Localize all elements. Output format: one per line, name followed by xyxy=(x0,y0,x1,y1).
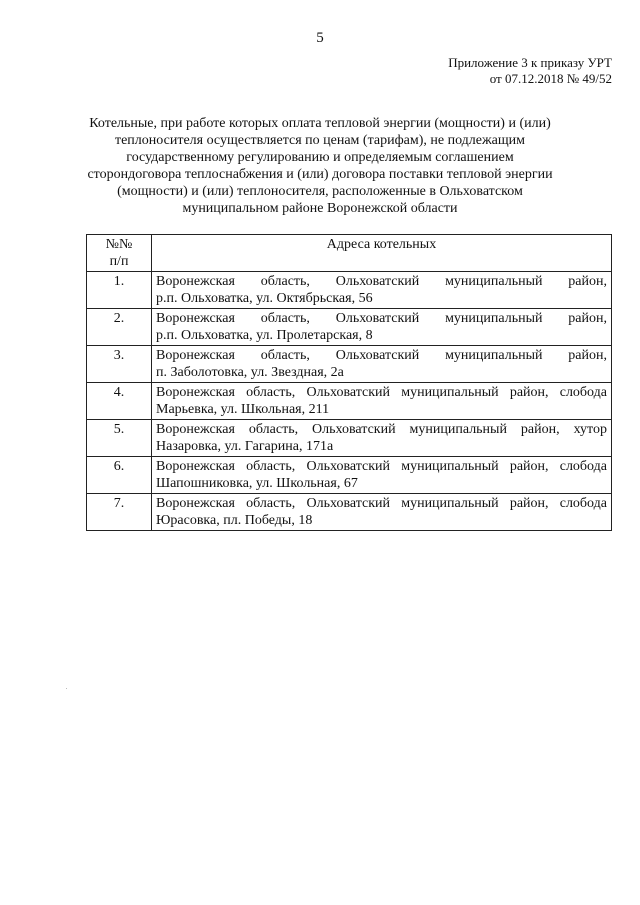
table-row xyxy=(87,383,612,420)
title-line: муниципальном районе Воронежской области xyxy=(182,201,458,216)
address-line-2: п. Заболотовка, ул. Звездная, 2а xyxy=(156,365,344,380)
row-address xyxy=(152,494,612,531)
boiler-address-table xyxy=(86,234,612,531)
appendix-line-1: Приложение 3 к приказу УРТ xyxy=(448,55,612,70)
address-line-1: Воронежская область, Ольховатский муниципальный район, xyxy=(156,311,607,326)
table-row xyxy=(87,346,612,383)
address-line-2: р.п. Ольховатка, ул. Октябрьская, 56 xyxy=(156,291,373,306)
scan-speck xyxy=(66,688,67,689)
address-line-2: Юрасовка, пл. Победы, 18 xyxy=(156,513,313,528)
row-number: 2. xyxy=(87,309,152,346)
row-number: 6. xyxy=(87,457,152,494)
row-address xyxy=(152,272,612,309)
table-header-row xyxy=(87,235,612,272)
address-line-1: Воронежская область, Ольховатский муниципальный район, слобода xyxy=(156,385,607,400)
address-line-1: Воронежская область, Ольховатский муниципальный район, xyxy=(156,274,607,289)
title-line: государственному регулированию и определяемым соглашением xyxy=(126,150,514,165)
address-line-2: р.п. Ольховатка, ул. Пролетарская, 8 xyxy=(156,328,373,343)
appendix-line-2: от 07.12.2018 № 49/52 xyxy=(489,71,612,86)
row-number: 5. xyxy=(87,420,152,457)
header-number-line-2: п/п xyxy=(109,254,129,269)
address-line-2: Назаровка, ул. Гагарина, 171а xyxy=(156,439,334,454)
row-address xyxy=(152,457,612,494)
header-number-line-1: №№ xyxy=(105,237,133,252)
page-number: 5 xyxy=(316,30,324,46)
document-title xyxy=(70,115,570,217)
address-line-2: Шапошниковка, ул. Школьная, 67 xyxy=(156,476,358,491)
title-line: (мощности) и (или) теплоносителя, расположенные в Ольховатском xyxy=(117,184,523,199)
appendix-reference xyxy=(448,55,612,87)
row-address xyxy=(152,383,612,420)
row-number: 4. xyxy=(87,383,152,420)
header-address: Адреса котельных xyxy=(152,235,612,272)
table-row xyxy=(87,272,612,309)
table-row xyxy=(87,420,612,457)
row-number: 7. xyxy=(87,494,152,531)
address-line-1: Воронежская область, Ольховатский муниципальный район, слобода xyxy=(156,496,607,511)
row-address xyxy=(152,346,612,383)
table-row xyxy=(87,309,612,346)
title-line: сторондоговора теплоснабжения и (или) договора поставки тепловой энергии xyxy=(87,167,553,182)
title-line: Котельные, при работе которых оплата тепловой энергии (мощности) и (или) xyxy=(89,116,551,131)
row-number: 3. xyxy=(87,346,152,383)
address-line-1: Воронежская область, Ольховатский муниципальный район, слобода xyxy=(156,459,607,474)
table-row xyxy=(87,494,612,531)
address-line-1: Воронежская область, Ольховатский муниципальный район, хутор xyxy=(156,422,607,437)
table-row xyxy=(87,457,612,494)
row-number: 1. xyxy=(87,272,152,309)
address-line-1: Воронежская область, Ольховатский муниципальный район, xyxy=(156,348,607,363)
address-line-2: Марьевка, ул. Школьная, 211 xyxy=(156,402,330,417)
title-line: теплоносителя осуществляется по ценам (тарифам), не подлежащим xyxy=(114,133,526,148)
row-address xyxy=(152,420,612,457)
header-number xyxy=(87,235,152,272)
row-address xyxy=(152,309,612,346)
